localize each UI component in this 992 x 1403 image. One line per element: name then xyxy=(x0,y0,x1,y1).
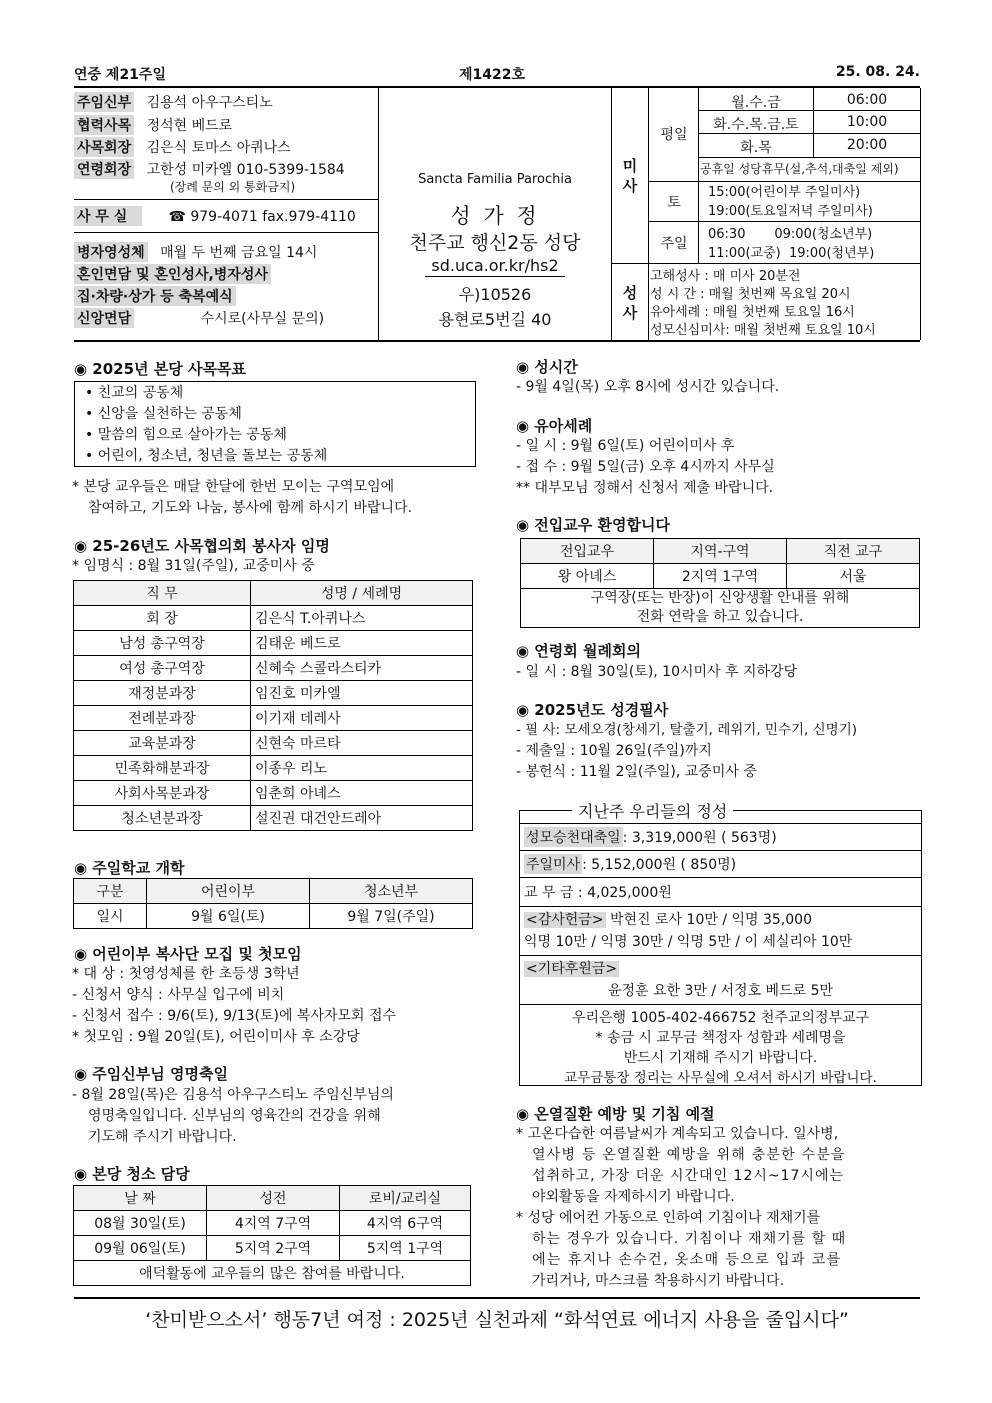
sunday-school-title: ◉ 주일학교 개학 xyxy=(74,859,185,877)
offering-title: 지난주 우리들의 정성 xyxy=(572,799,733,822)
goal-item: • 어린이, 청소년, 청년을 돌보는 공동체 xyxy=(85,448,328,464)
pastor-label: 주임신부 xyxy=(74,92,134,112)
sick-communion: 매월 두 번째 금요일 14시 xyxy=(160,245,318,261)
bible-title: ◉ 2025년도 성경필사 xyxy=(516,701,669,719)
office-label: 사 무 실 xyxy=(74,206,142,226)
bible-line: - 제출일 : 10월 26일(주일)까지 xyxy=(516,743,712,759)
table-row xyxy=(74,606,473,631)
table-cell: 김태운 베드로 xyxy=(251,631,473,656)
feast-line: 기도해 주시기 바랍니다. xyxy=(88,1129,237,1145)
goal-item: • 말씀의 힘으로 살아가는 공동체 xyxy=(85,427,287,443)
tithe-value: 교 무 금 : 4,025,000원 xyxy=(524,885,672,901)
council-president: 김은식 토마스 아퀴나스 xyxy=(146,140,291,156)
table-row xyxy=(74,904,473,929)
heat-line: 가리거나, 마스크를 착용하시기 바랍니다. xyxy=(532,1273,785,1289)
faith-counsel-label: 신앙면담 xyxy=(74,308,134,328)
table-row xyxy=(74,681,473,706)
table-cell: 이종우 리노 xyxy=(251,756,473,781)
bible-line: - 봉헌식 : 11월 2일(주일), 교중미사 중 xyxy=(516,764,757,780)
table-cell: 9월 7일(주일) xyxy=(310,904,473,929)
parish-latin-name: Sancta Familia Parochia xyxy=(418,172,572,187)
altar-line: * 첫모임 : 9월 20일(토), 어린이미사 후 소강당 xyxy=(72,1029,360,1045)
welcome-note-cont: 전화 연락을 하고 있습니다. xyxy=(636,609,804,625)
heat-line: * 고온다습한 여름날씨가 계속되고 있습니다. 일사병, xyxy=(516,1126,839,1142)
table-cell: 2지역 1구역 xyxy=(654,564,787,589)
heat-line: 에는 휴지나 손수건, 옷소매 등으로 입과 코를 xyxy=(532,1252,842,1268)
table-row xyxy=(74,631,473,656)
table-cell: 여성 총구역장 xyxy=(74,656,251,681)
goals-note: * 본당 교우들은 매달 한달에 한번 모이는 구역모임에 xyxy=(72,479,395,495)
holy-hour-time: 성 시 간 : 매월 첫번째 목요일 20시 xyxy=(650,287,851,302)
weekday-label: 평일 xyxy=(660,127,688,143)
parish-zip: 우)10526 xyxy=(458,285,532,304)
table-row xyxy=(74,1261,471,1286)
table-cell: 날 짜 xyxy=(74,1186,207,1211)
deacon-label: 협력사목 xyxy=(74,115,134,135)
sunday-mass-2: 11:00(교중) 19:00(청년부) xyxy=(708,246,875,261)
feast-title: ◉ 주임신부님 영명축일 xyxy=(74,1065,228,1083)
weekday-mass-time-1: 06:00 xyxy=(846,92,888,108)
table-row xyxy=(74,781,473,806)
table-cell: 김은식 T.아퀴나스 xyxy=(251,606,473,631)
col-name: 성명 / 세례명 xyxy=(251,581,473,606)
baptism-line: - 일 시 : 9월 6일(토) 어린이미사 후 xyxy=(516,438,735,454)
union-note: (장례 문의 외 통화금지) xyxy=(170,180,296,194)
table-cell: 남성 총구역장 xyxy=(74,631,251,656)
cleaning-title: ◉ 본당 청소 담당 xyxy=(74,1165,190,1183)
table-row xyxy=(74,1186,471,1211)
altar-line: - 신청서 접수 : 9/6(토), 9/13(토)에 복사자모회 접수 xyxy=(72,1008,397,1024)
goal-item: • 신앙을 실천하는 공동체 xyxy=(85,406,242,422)
altar-line: * 대 상 : 첫영성체를 한 초등생 3학년 xyxy=(72,966,300,982)
sunday-school-table xyxy=(73,878,473,929)
table-cell: 사회사목분과장 xyxy=(74,781,251,806)
table-cell: 왕 아녜스 xyxy=(521,564,654,589)
table-cell: 9월 6일(토) xyxy=(147,904,310,929)
confession-time: 고해성사 : 매 미사 20분전 xyxy=(650,269,801,284)
weekday-mass-time-3: 20:00 xyxy=(846,137,888,153)
table-cell: 임진호 미카엘 xyxy=(251,681,473,706)
welcome-table xyxy=(520,538,920,628)
baptism-line: - 접 수 : 9월 5일(금) 오후 4시까지 사무실 xyxy=(516,459,775,475)
liturgical-week: 연중 제21주일 xyxy=(74,67,166,83)
welcome-title: ◉ 전입교우 환영합니다 xyxy=(516,516,670,534)
table-row xyxy=(74,879,473,904)
union-meeting-title: ◉ 연령회 월례회의 xyxy=(516,642,641,660)
baptism-title: ◉ 유아세례 xyxy=(516,417,593,435)
heat-title: ◉ 온열질환 예방 및 기침 예절 xyxy=(516,1105,715,1123)
weekday-mass-days-1: 월.수.금 xyxy=(731,95,781,111)
table-row xyxy=(74,656,473,681)
bank-account: 우리은행 1005-402-466752 천주교의정부교구 xyxy=(571,1010,870,1026)
table-cell: 지역-구역 xyxy=(654,539,787,564)
table-cell: 5지역 1구역 xyxy=(340,1236,471,1261)
table-cell: 전례분과장 xyxy=(74,706,251,731)
table-cell: 09월 06일(토) xyxy=(74,1236,207,1261)
altar-line: - 신청서 양식 : 사무실 입구에 비치 xyxy=(72,987,285,1003)
table-cell: 직전 교구 xyxy=(787,539,920,564)
cleaning-note: 애덕활동에 교우들의 많은 참여를 바랍니다. xyxy=(74,1261,471,1286)
table-row xyxy=(74,706,473,731)
table-row xyxy=(74,806,473,831)
holy-hour-line: - 9월 4일(목) 오후 8시에 성시간 있습니다. xyxy=(516,379,780,395)
bank-note: 반드시 기재해 주시기 바랍니다. xyxy=(623,1050,818,1066)
weekday-mass-time-2: 10:00 xyxy=(846,114,888,130)
table-cell: 설진권 대건안드레아 xyxy=(251,806,473,831)
union-president: 고한성 미카엘 010-5399-1584 xyxy=(146,162,345,178)
table-cell xyxy=(521,589,920,628)
marian-mass-time: 성모신심미사: 매월 첫번째 토요일 10시 xyxy=(650,323,876,338)
issue-header xyxy=(74,64,920,84)
sacrament-label: 성 사 xyxy=(622,284,638,322)
table-cell: 서울 xyxy=(787,564,920,589)
heat-line: * 성당 에어컨 가동으로 인하여 기침이나 재채기를 xyxy=(516,1210,821,1226)
faith-counsel: 수시로(사무실 문의) xyxy=(200,311,325,327)
other-line: 윤정훈 요한 3만 / 서정호 베드로 5만 xyxy=(607,983,834,999)
table-cell: 이기재 데레사 xyxy=(251,706,473,731)
holiday-note: 공휴일 성당휴무(설,추석,대축일 제외) xyxy=(700,162,899,176)
table-cell: 성전 xyxy=(207,1186,340,1211)
council-president-label: 사목회장 xyxy=(74,137,134,157)
offering-label: 성모승천대축일 xyxy=(524,827,623,847)
other-label: <기타후원금> xyxy=(526,961,618,977)
footer-slogan: ‘찬미받으소서’ 행동7년 여정 : 2025년 실천과제 “화석연료 에너지 사용을 줄입시다” xyxy=(145,1309,849,1331)
weekday-mass-days-3: 화.목 xyxy=(740,140,772,156)
parish-address: 용현로5번길 40 xyxy=(438,310,552,329)
thanks-line: 박현진 로사 10만 / 익명 35,000 xyxy=(605,912,812,928)
goals-title: ◉ 2025년 본당 사목목표 xyxy=(74,360,246,378)
table-row xyxy=(521,589,920,628)
thanks-label: <감사헌금> xyxy=(526,912,604,928)
thanks-line: 익명 10만 / 익명 30만 / 익명 5만 / 이 세실리아 10만 xyxy=(524,934,853,950)
saturday-label: 토 xyxy=(667,195,681,211)
table-row xyxy=(74,1236,471,1261)
table-cell: 청소년부 xyxy=(310,879,473,904)
header-divider xyxy=(74,86,920,88)
table-cell: 재정분과장 xyxy=(74,681,251,706)
issue-number: 제1422호 xyxy=(459,67,526,83)
table-cell: 신혜숙 스콜라스티카 xyxy=(251,656,473,681)
table-cell: 회 장 xyxy=(74,606,251,631)
offering-value: : 5,152,000원 ( 850명) xyxy=(582,857,737,873)
union-president-label: 연령회장 xyxy=(74,159,134,179)
table-cell: 교육분과장 xyxy=(74,731,251,756)
sunday-label: 주일 xyxy=(660,236,688,252)
blessing-label: 집·차량·상가 등 축복예식 xyxy=(74,286,236,306)
council-title: ◉ 25-26년도 사목협의회 봉사자 임명 xyxy=(74,537,330,555)
welcome-note: 구역장(또는 반장)이 신앙생활 안내를 위해 xyxy=(590,590,850,606)
heat-line: 열사병 등 온열질환 예방을 위해 충분한 수분을 xyxy=(532,1147,846,1163)
bank-note: 교무금통장 정리는 사무실에 오셔서 하시기 바랍니다. xyxy=(564,1070,877,1086)
table-cell: 신현숙 마르타 xyxy=(251,731,473,756)
table-cell: 4지역 7구역 xyxy=(207,1211,340,1236)
baptism-line: ** 대부모님 정해서 신청서 제출 바랍니다. xyxy=(516,480,774,496)
table-cell: 08월 30일(토) xyxy=(74,1211,207,1236)
issue-date: 25. 08. 24. xyxy=(835,64,920,80)
wedding-label: 혼인면담 및 혼인성사,병자성사 xyxy=(74,264,271,284)
sunday-mass-1: 06:30 09:00(청소년부) xyxy=(708,227,873,242)
bible-line: - 필 사: 모세오경(창세기, 탈출기, 레위기, 민수기, 신명기) xyxy=(516,722,858,738)
feast-line: 영명축일입니다. 신부님의 영육간의 건강을 위해 xyxy=(88,1108,381,1124)
table-cell: 5지역 2구역 xyxy=(207,1236,340,1261)
offering-label: 주일미사 xyxy=(524,854,582,874)
heat-line: 섭취하고, 가장 더운 시간대인 12시~17시에는 xyxy=(532,1168,844,1184)
offering-value: : 3,319,000원 ( 563명) xyxy=(622,830,777,846)
col-role: 직 무 xyxy=(74,581,251,606)
table-cell: 전입교우 xyxy=(521,539,654,564)
pastor: 김용석 아우구스티노 xyxy=(146,95,273,111)
table-cell: 4지역 6구역 xyxy=(340,1211,471,1236)
feast-line: - 8월 28일(목)은 김용석 아우구스티노 주임신부님의 xyxy=(72,1087,394,1103)
mass-label: 미 사 xyxy=(622,157,638,195)
table-row xyxy=(74,756,473,781)
bank-note: * 송금 시 교무금 책정자 성함과 세례명을 xyxy=(595,1030,846,1046)
parish-full-name: 천주교 행신2동 성당 xyxy=(409,232,581,254)
table-row xyxy=(74,731,473,756)
table-cell: 민족화해분과장 xyxy=(74,756,251,781)
council-note: * 임명식 : 8월 31일(주일), 교중미사 중 xyxy=(72,558,315,574)
table-cell: 로비/교리실 xyxy=(340,1186,471,1211)
goals-box xyxy=(74,381,476,467)
goal-item: • 친교의 공동체 xyxy=(85,385,184,401)
saturday-mass-2: 19:00(토요일저녁 주일미사) xyxy=(708,204,873,219)
holy-hour-title: ◉ 성시간 xyxy=(516,358,578,376)
heat-line: 야외활동을 자제하시기 바랍니다. xyxy=(532,1189,735,1205)
council-table xyxy=(73,580,473,831)
weekday-mass-days-2: 화.수.목.금.토 xyxy=(713,117,799,133)
table-cell: 어린이부 xyxy=(147,879,310,904)
table-cell: 구분 xyxy=(74,879,147,904)
table-row xyxy=(521,564,920,589)
altar-title: ◉ 어린이부 복사단 모집 및 첫모임 xyxy=(74,945,302,963)
table-row xyxy=(74,1211,471,1236)
deacon: 정석현 베드로 xyxy=(146,118,233,134)
table-cell: 청소년분과장 xyxy=(74,806,251,831)
parish-url[interactable]: sd.uca.or.kr/hs2 xyxy=(431,256,559,275)
cleaning-table xyxy=(73,1185,471,1286)
offering-box xyxy=(519,802,922,1086)
baptism-time: 유아세례 : 매월 첫번째 토요일 16시 xyxy=(650,305,855,320)
sick-communion-label: 병자영성체 xyxy=(74,242,148,262)
saturday-mass-1: 15:00(어린이부 주일미사) xyxy=(708,185,861,200)
table-cell: 임춘희 아녜스 xyxy=(251,781,473,806)
heat-line: 하는 경우가 있습니다. 기침이나 재채기를 할 때 xyxy=(532,1231,847,1247)
union-meeting-line: - 일 시 : 8월 30일(토), 10시미사 후 지하강당 xyxy=(516,664,798,680)
table-cell: 일시 xyxy=(74,904,147,929)
office-phone: ☎ 979-4071 fax.979-4110 xyxy=(168,209,356,225)
parish-name: 성 가 정 xyxy=(450,204,540,228)
goals-note-cont: 참여하고, 기도와 나눔, 봉사에 함께 하시기 바랍니다. xyxy=(88,500,413,516)
table-row xyxy=(521,539,920,564)
table-row xyxy=(74,581,473,606)
